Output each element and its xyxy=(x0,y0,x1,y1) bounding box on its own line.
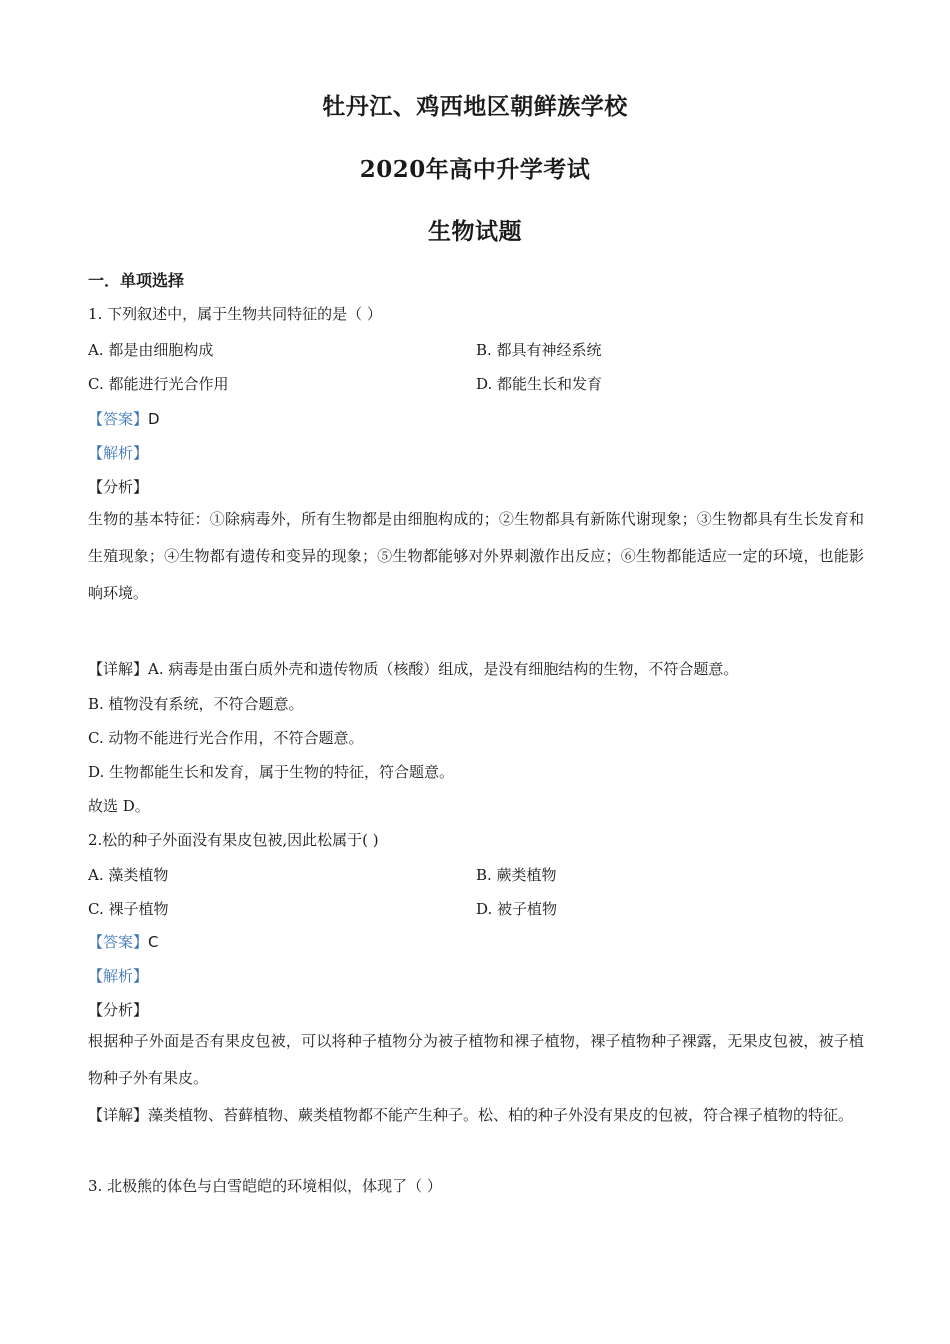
section-heading: 一．单项选择 xyxy=(88,271,185,290)
q2-detail-label: 【详解】 xyxy=(88,1106,149,1124)
exam-title: 2020年高中升学考试 xyxy=(359,156,591,183)
q1-option-c: C. 都能进行光合作用 xyxy=(88,375,229,393)
q2-option-a: A. 藻类植物 xyxy=(88,866,169,884)
q1-stem: 1. 下列叙述中，属于生物共同特征的是（ ） xyxy=(88,305,382,323)
q1-option-d: D. 都能生长和发育 xyxy=(476,375,603,393)
q1-detail-c: C. 动物不能进行光合作用，不符合题意。 xyxy=(88,729,364,747)
q1-answer-value: D xyxy=(148,410,160,428)
q1-fenxi-text: 生物的基本特征：①除病毒外，所有生物都是由细胞构成的；②生物都具有新陈代谢现象；③生物都具有生长发育和生殖现象；④生物都有遗传和变异的现象；⑤生物都能够对外界刺激作出反应；⑥生物都能适应一定的环境，也能影响环境。 xyxy=(88,510,864,602)
q3-stem: 3. 北极熊的体色与白雪皑皑的环境相似，体现了（ ） xyxy=(88,1177,442,1195)
q2-option-d: D. 被子植物 xyxy=(476,900,558,918)
q2-fenxi-text: 根据种子外面是否有果皮包被，可以将种子植物分为被子植物和裸子植物，裸子植物种子裸露，无果皮包被，被子植物种子外有果皮。 xyxy=(88,1032,864,1087)
q2-fenxi-label: 【分析】 xyxy=(88,1001,149,1019)
q2-analysis-label: 【解析】 xyxy=(88,967,149,985)
q1-answer xyxy=(88,408,160,429)
q2-answer xyxy=(88,931,159,952)
q2-option-b: B. 蕨类植物 xyxy=(476,866,557,884)
q1-analysis-label: 【解析】 xyxy=(88,444,149,462)
q2-detail-text: 藻类植物、苔藓植物、蕨类植物都不能产生种子。松、柏的种子外没有果皮的包被，符合裸子植物的特征。 xyxy=(148,1106,854,1124)
q2-option-c: C. 裸子植物 xyxy=(88,900,169,918)
q1-option-b: B. 都具有神经系统 xyxy=(476,341,602,359)
q1-detail-label: 【详解】 xyxy=(88,660,149,678)
school-title: 牡丹江、鸡西地区朝鲜族学校 xyxy=(322,93,628,120)
q1-conclusion: 故选 D。 xyxy=(88,797,150,815)
q2-stem: 2.松的种子外面没有果皮包被,因此松属于( ) xyxy=(88,831,379,849)
q2-answer-label: 【答案】 xyxy=(88,933,149,951)
q1-answer-label: 【答案】 xyxy=(88,410,149,428)
q1-detail-b: B. 植物没有系统，不符合题意。 xyxy=(88,695,304,713)
q2-detail xyxy=(88,1097,864,1134)
q1-detail-a: A. 病毒是由蛋白质外壳和遗传物质（核酸）组成，是没有细胞结构的生物，不符合题意。 xyxy=(148,660,739,678)
q1-fenxi-label: 【分析】 xyxy=(88,478,149,496)
q1-option-a: A. 都是由细胞构成 xyxy=(88,341,214,359)
q2-answer-value: C xyxy=(148,933,159,951)
subject-title: 生物试题 xyxy=(428,218,522,245)
q1-detail-line-1 xyxy=(88,658,738,679)
q1-detail-d: D. 生物都能生长和发育，属于生物的特征，符合题意。 xyxy=(88,763,455,781)
